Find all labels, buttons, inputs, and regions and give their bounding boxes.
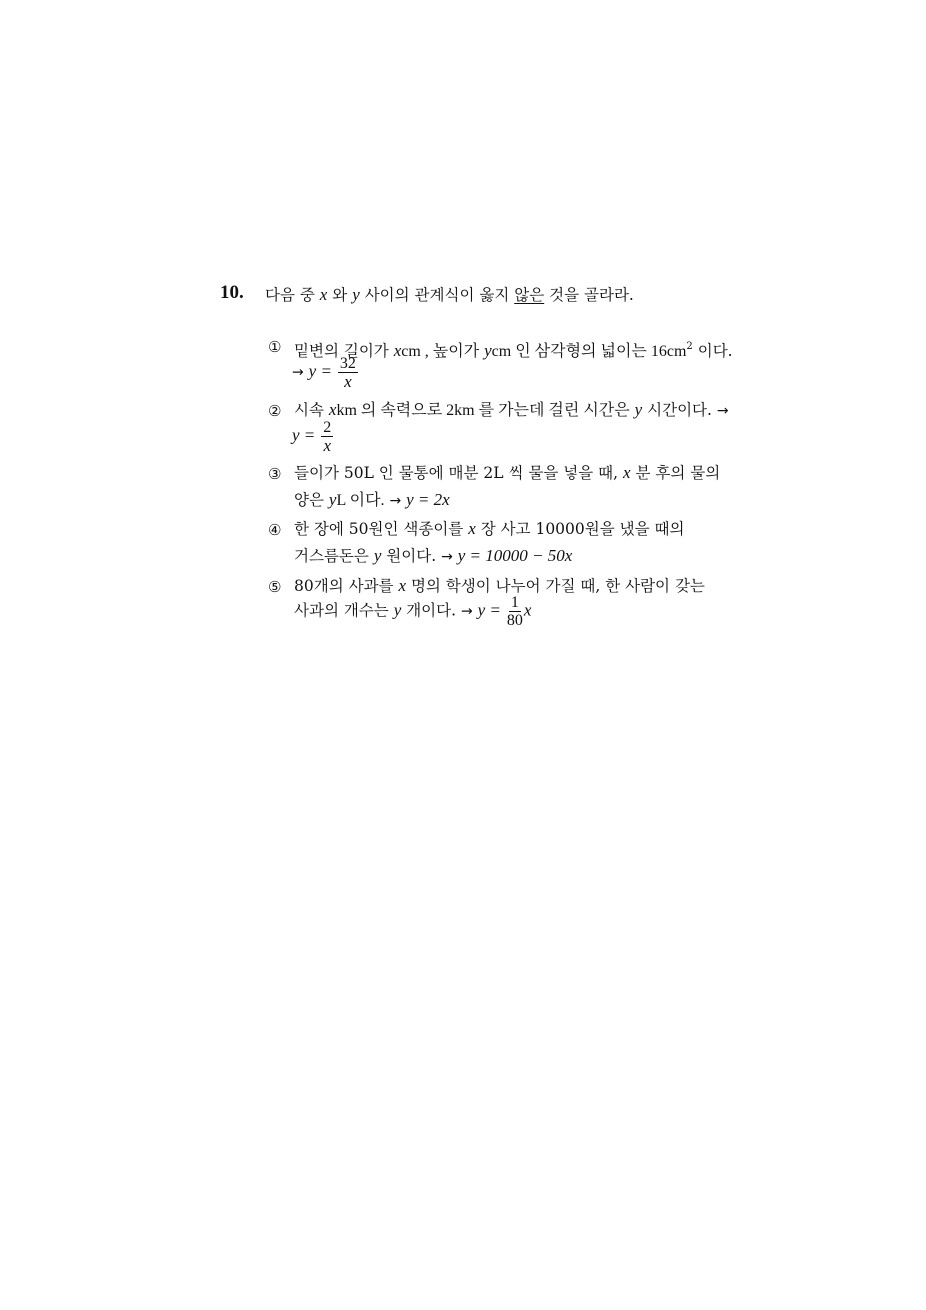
option-2-marker[interactable]: ② bbox=[268, 402, 282, 420]
option-4-formula: 거스름돈은 y 원이다. → y = 10000 − 50x bbox=[294, 546, 573, 565]
option-1-marker[interactable]: ① bbox=[268, 338, 282, 356]
option-2-formula: y = $\frac{2}{x}$ bbox=[292, 419, 332, 455]
option-1-formula: → y = $\frac{32}{x}$ bbox=[292, 355, 356, 391]
option-2-text: 시속 xkm 의 속력으로 2km 를 가는데 걸린 시간은 y 시간이다. → bbox=[294, 400, 729, 419]
option-1-text: 밑변의 길이가 xcm , 높이가 ycm 인 삼각형의 넓이는 $16cm^2$ 이다. bbox=[294, 341, 733, 360]
question-stem: 다음 중 x 와 y 사이의 관계식이 옳지 않은 것을 골라라. bbox=[265, 285, 634, 304]
option-5-marker[interactable]: ⑤ bbox=[268, 578, 282, 596]
option-5-formula: 사과의 개수는 y 개이다. → y = $\frac{1}{80}$ x bbox=[294, 594, 532, 629]
option-3-formula: 양은 yL 이다. → y = 2x bbox=[294, 490, 450, 509]
emphasis-underline: 않은 bbox=[514, 286, 545, 304]
option-3-text: 들이가 50L 인 물통에 매분 2L 씩 물을 넣을 때, x 분 후의 물의 bbox=[294, 463, 721, 482]
fraction: $\frac{32}{x}$ bbox=[339, 355, 356, 391]
option-5-text: 80개의 사과를 x 명의 학생이 나누어 가질 때, 한 사람이 갖는 bbox=[294, 576, 705, 595]
fraction: $\frac{2}{x}$ bbox=[323, 419, 332, 455]
fraction: $\frac{1}{80}$ bbox=[506, 594, 523, 629]
option-3-marker[interactable]: ③ bbox=[268, 465, 282, 483]
option-4-marker[interactable]: ④ bbox=[268, 521, 282, 539]
option-4-text: 한 장에 50원인 색종이를 x 장 사고 10000원을 냈을 때의 bbox=[294, 519, 685, 538]
question-number: 10. bbox=[220, 282, 244, 303]
